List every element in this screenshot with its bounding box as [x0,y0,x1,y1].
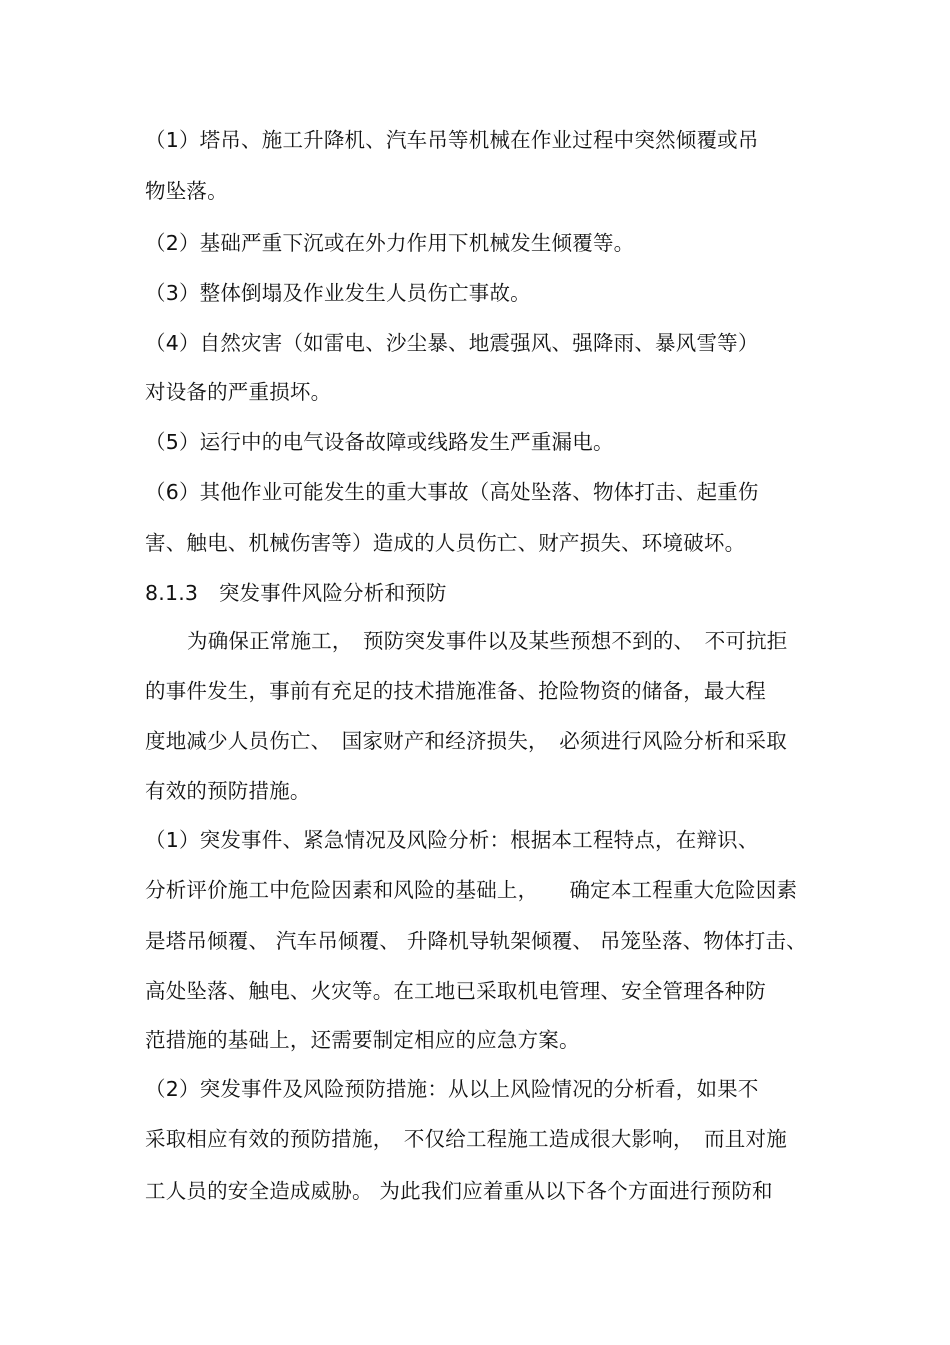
list-item-3: （3）整体倒塌及作业发生人员伤亡事故。 [145,281,531,305]
paragraph-line-4: 有效的预防措施。 [145,779,311,803]
prevention-line-1: （2）突发事件及风险预防措施：从以上风险情况的分析看，如果不 [145,1077,759,1101]
analysis-line-3: 是塔吊倾覆、 汽车吊倾覆、 升降机导轨架倾覆、 吊笼坠落、物体打击、 [145,929,807,953]
analysis-line-5: 范措施的基础上，还需要制定相应的应急方案。 [145,1028,580,1052]
paragraph-line-2: 的事件发生，事前有充足的技术措施准备、抢险物资的储备，最大程 [145,679,766,703]
paragraph-line-3: 度地减少人员伤亡、 国家财产和经济损失， 必须进行风险分析和采取 [145,729,787,753]
paragraph-line-1: 为确保正常施工， 预防突发事件以及某些预想不到的、 不可抗拒 [187,629,788,653]
section-heading: 8.1.3 突发事件风险分析和预防 [145,581,447,605]
list-item-1-line-2: 物坠落。 [145,179,228,203]
list-item-6-line-2: 害、触电、机械伤害等）造成的人员伤亡、财产损失、环境破坏。 [145,531,746,555]
analysis-line-2: 分析评价施工中危险因素和风险的基础上， 确定本工程重大危险因素 [145,878,798,902]
list-item-6-line-1: （6）其他作业可能发生的重大事故（高处坠落、物体打击、起重伤 [145,480,759,504]
list-item-1-line-1: （1）塔吊、施工升降机、汽车吊等机械在作业过程中突然倾覆或吊 [145,128,759,152]
list-item-5: （5）运行中的电气设备故障或线路发生严重漏电。 [145,430,614,454]
list-item-4-line-2: 对设备的严重损坏。 [145,380,332,404]
prevention-line-3: 工人员的安全造成威胁。 为此我们应着重从以下各个方面进行预防和 [145,1179,773,1203]
list-item-2: （2）基础严重下沉或在外力作用下机械发生倾覆等。 [145,231,635,255]
prevention-line-2: 采取相应有效的预防措施， 不仅给工程施工造成很大影响， 而且对施 [145,1127,787,1151]
analysis-line-4: 高处坠落、触电、火灾等。在工地已采取机电管理、安全管理各种防 [145,979,766,1003]
analysis-line-1: （1）突发事件、紧急情况及风险分析：根据本工程特点，在辩识、 [145,828,759,852]
list-item-4-line-1: （4）自然灾害（如雷电、沙尘暴、地震强风、强降雨、暴风雪等） [145,331,759,355]
